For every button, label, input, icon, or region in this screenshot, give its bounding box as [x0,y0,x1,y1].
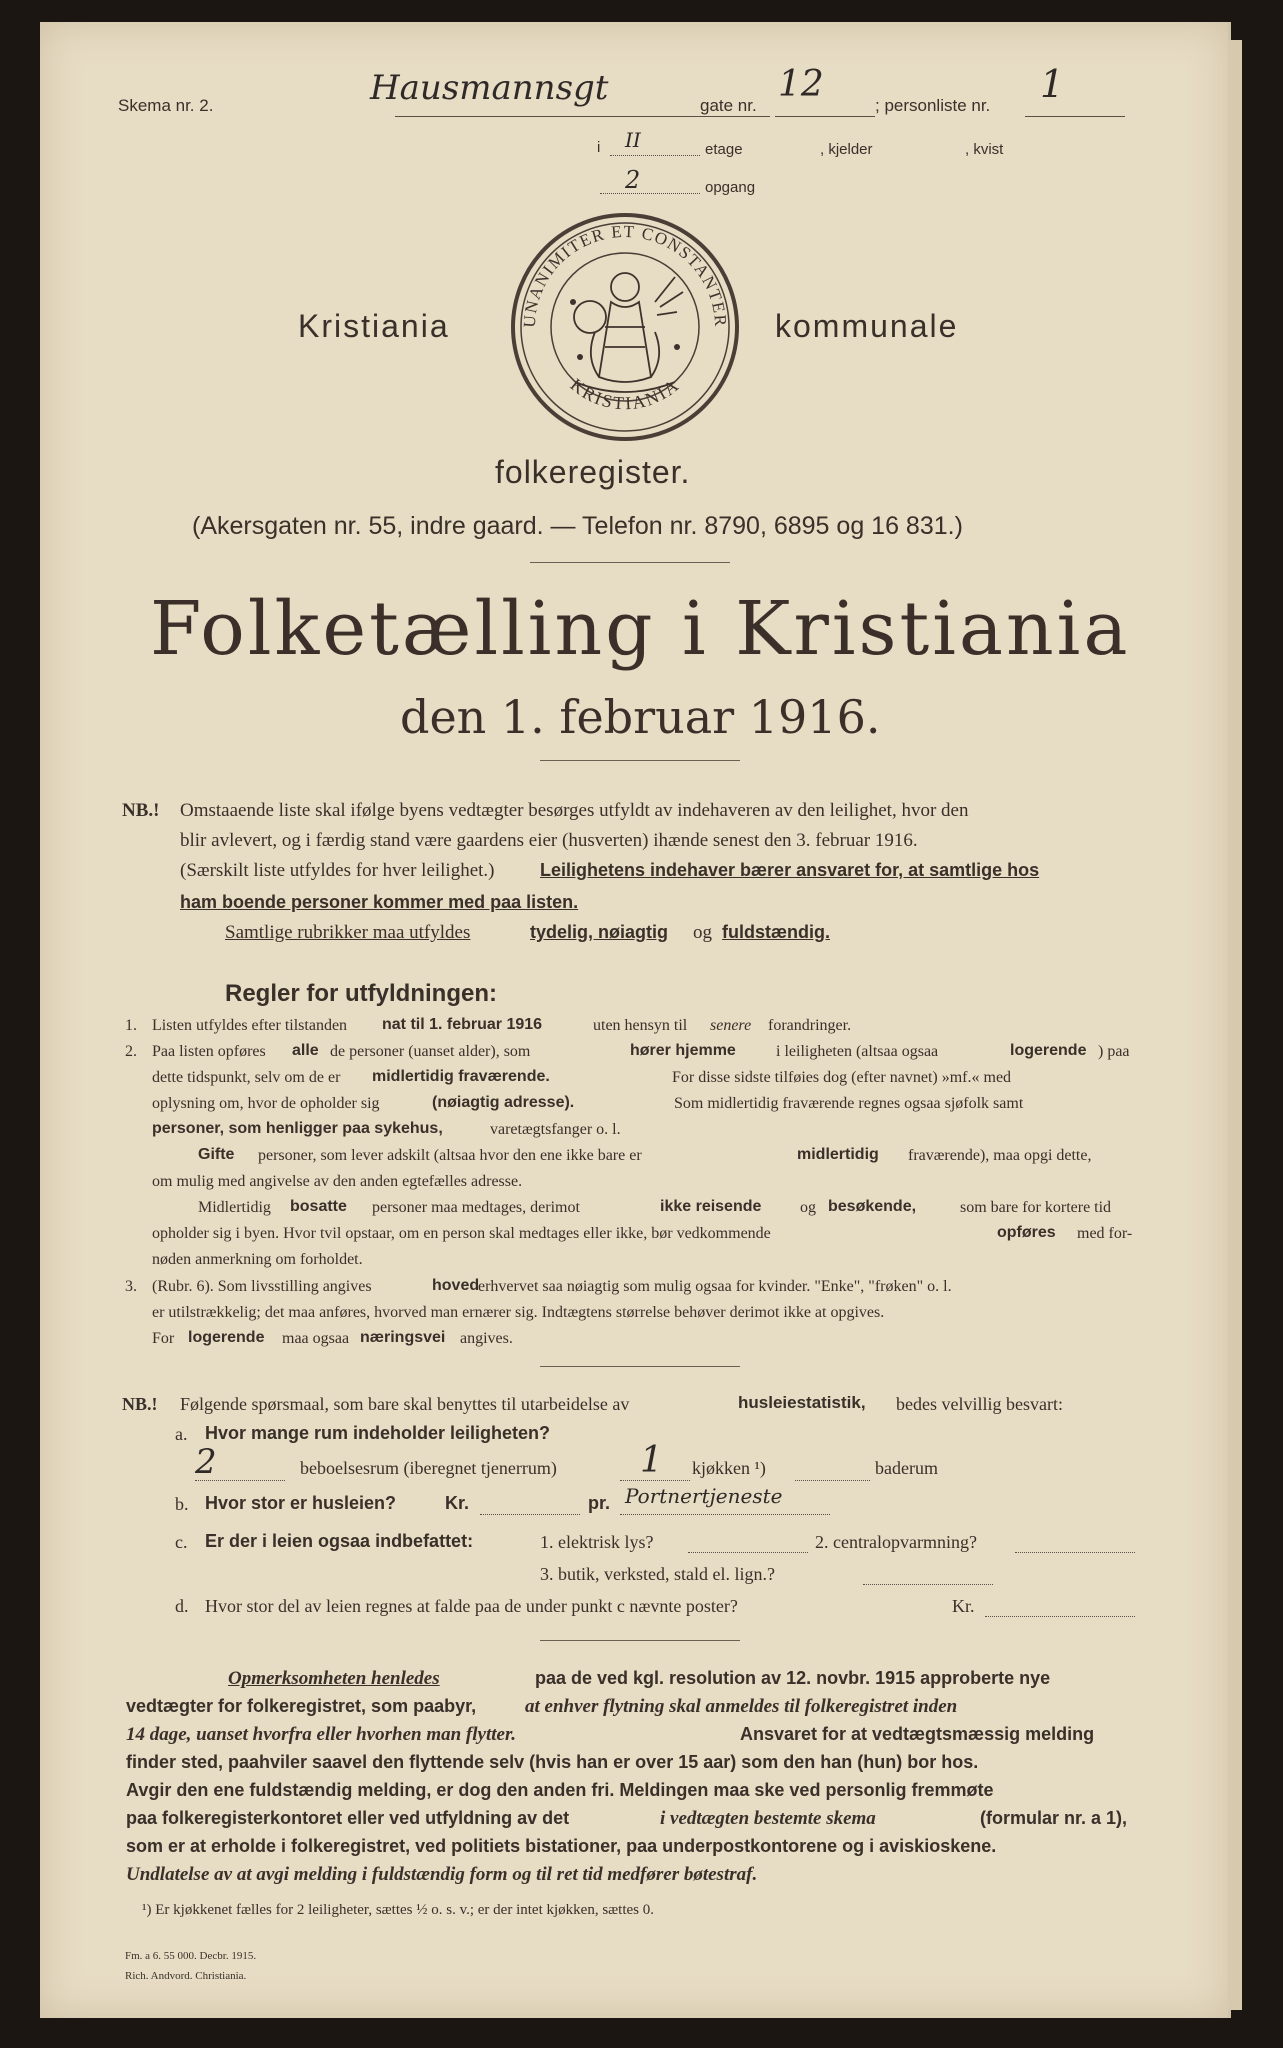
kristiania-word: Kristiania [298,308,450,344]
rule3-l3b: logerende [188,1329,265,1346]
c3-line [863,1584,993,1585]
rule2-l3c: Som midlertidig fraværende regnes ogsaa sjøfolk samt [674,1095,1024,1112]
rule2-l8c: med for- [1077,1225,1133,1242]
nb1-line2: blir avlevert, og i færdig stand være gaardens eier (husverten) ihænde senest den 3. februar 1916. [180,830,918,851]
rooms-line [195,1480,285,1481]
rooms-value: 2 [195,1442,217,1482]
divider [530,562,730,563]
divider [540,1640,740,1641]
rule1-text-e: forandringer. [768,1017,852,1034]
rent-line [480,1514,580,1515]
opgang-line [600,193,700,194]
nb1-line4: ham boende personer kommer med paa listen. [180,892,579,912]
rule2-number: 2. [125,1043,137,1060]
question-c-label: c. [175,1532,188,1552]
personliste-label: ; personliste nr. [875,96,991,115]
rules-heading: Regler for utfyldningen: [225,980,497,1007]
kommunale-word: kommunale [775,308,959,344]
rule2-l7e: og [800,1199,816,1216]
main-title: Folketælling i Kristiania [150,586,1131,672]
rule2-l7d: ikke reisende [660,1198,762,1215]
rule2-l1d: hører hjemme [630,1042,736,1059]
notice-l6b: i vedtægten bestemte skema [660,1808,876,1829]
question-a-label: a. [175,1424,188,1444]
floor-value: II [625,128,641,152]
gate-value: 12 [778,64,824,105]
rule2-l7a: Midlertidig [198,1199,271,1216]
rule2-l1c: de personer (uanset alder), som [330,1043,531,1060]
question-c-3: 3. butik, verksted, stald el. lign.? [540,1564,775,1584]
rule1-text-d: senere [710,1017,752,1034]
notice-l1a: Opmerksomheten henledes [228,1668,440,1689]
nb2-label: NB.! [122,1394,158,1414]
rule2-l5c: midlertidig [797,1146,879,1163]
notice-l2a: vedtægter for folkeregistret, som paabyr, [126,1696,477,1716]
rent-pr-value: Portnertjeneste [625,1484,783,1508]
nb1-label: NB.! [122,800,160,821]
rule2-l2b: midlertidig fraværende. [372,1068,550,1085]
notice-l5: Avgir den ene fuldstændig melding, er dog den anden fri. Meldingen maa ske ved personlig fremmøte [126,1780,994,1800]
rule2-l1f: logerende [1010,1042,1087,1059]
city-seal [505,207,745,447]
seal-bottom-text: KRISTIANIA [566,374,684,414]
kitchen-line [620,1480,690,1481]
kitchen-label: kjøkken ¹) [692,1458,766,1478]
gate-label: gate nr. [700,96,757,115]
kjelder-label: , kjelder [820,141,873,158]
nb1-line3a: (Særskilt liste utfyldes for hver leilighet.) [180,860,495,881]
nb2-intro-c: bedes velvillig besvart: [896,1394,1063,1414]
rule3-l3c: maa ogsaa [282,1330,350,1347]
question-c-text: Er der i leien ogsaa indbefattet: [205,1531,474,1551]
footnote: ¹) Er kjøkkenet fælles for 2 leiligheter, sættes ½ o. s. v.; er der intet kjøkken, sættes 0. [142,1902,654,1918]
question-a-text: Hvor mange rum indeholder leiligheten? [205,1423,551,1443]
kitchen-value: 1 [640,1440,663,1481]
opgang-value: 2 [625,166,641,194]
question-d-kr: Kr. [952,1596,975,1616]
rule2-l7g: som bare for kortere tid [960,1199,1112,1216]
folkeregister-subtitle: folkeregister. [495,454,691,490]
rule2-l9: nøden anmerkning om forholdet. [152,1251,363,1268]
notice-l1b: paa de ved kgl. resolution av 12. novbr. 1915 approberte nye [535,1668,1051,1688]
rent-kr-label: Kr. [445,1493,470,1513]
rule3-number: 3. [125,1278,137,1295]
question-d-text: Hvor stor del av leien regnes at falde paa de under punkt c nævnte poster? [205,1596,738,1616]
rule3-l3a: For [152,1330,175,1347]
notice-l6a: paa folkeregisterkontoret eller ved utfyldning av det [126,1808,570,1828]
c2-line [1015,1552,1135,1553]
notice-l4: finder sted, paahviler saavel den flyttende selv (hvis han er over 15 aar) som den han (hun) bor hos. [126,1752,979,1772]
rule1-number: 1. [125,1017,137,1034]
nb1-line1: Omstaaende liste skal ifølge byens vedtægter besørges utfyldt av indehaveren av den leilighet, hvor den [180,800,969,821]
personliste-value: 1 [1040,62,1065,106]
rule2-l7b: bosatte [290,1198,347,1215]
personliste-line [1025,116,1125,117]
rule2-l6: om mulig med angivelse av den anden egtefælles adresse. [152,1173,523,1190]
c1-line [688,1552,808,1553]
rule2-l4a: personer, som henligger paa sykehus, [152,1120,443,1137]
street-value: Hausmannsgt [370,68,609,108]
nb1-line5d: fuldstændig. [722,922,830,942]
rule2-l3b: (nøiagtig adresse). [432,1094,575,1111]
rule1-text-c: uten hensyn til [593,1017,688,1034]
rule2-l1e: i leiligheten (altsaa ogsaa [776,1043,939,1060]
notice-l2b: at enhver flytning skal anmeldes til folkeregistret inden [525,1696,958,1717]
nb1-line5c: og [693,922,712,943]
divider [540,760,740,761]
notice-l6c: (formular nr. a 1), [980,1808,1128,1828]
street-line [395,116,770,117]
floor-line [610,155,700,156]
gate-line [775,116,875,117]
rule3-l1c: erhvervet saa nøiagtig som mulig ogsaa for kvinder. "Enke", "frøken" o. l. [478,1278,952,1295]
date-line: den 1. februar 1916. [400,690,881,744]
rule3-l1b: hoved [432,1277,480,1294]
d-line [985,1616,1135,1617]
rule2-l7c: personer maa medtages, derimot [372,1199,580,1216]
rule3-l2: er utilstrækkelig; det maa anføres, hvorved man ernærer sig. Indtægtens størrelse behøver derimot ikke at opgives. [152,1304,885,1321]
rule2-l8b: opføres [997,1224,1056,1241]
office-address: (Akersgaten nr. 55, indre gaard. — Telefon nr. 8790, 6895 og 16 831.) [192,512,963,540]
divider [540,1366,740,1367]
floor-prefix: i [597,139,601,156]
bath-label: baderum [875,1458,938,1478]
question-d-label: d. [175,1596,189,1616]
kvist-label: , kvist [965,141,1004,158]
nb1-line5a: Samtlige rubrikker maa utfyldes [225,922,471,943]
question-b-text: Hvor stor er husleien? [205,1493,397,1513]
imprint-line2: Rich. Andvord. Christiania. [125,1970,247,1982]
rule2-l4b: varetægtsfanger o. l. [490,1121,621,1138]
rule3-l3e: angives. [460,1330,513,1347]
seal-top-text: UNANIMITER ET CONSTANTER [519,221,731,329]
question-b-label: b. [175,1494,189,1514]
rule2-l5b: personer, som lever adskilt (altsaa hvor den ene ikke bare er [258,1147,642,1164]
notice-l8: Undlatelse av at avgi melding i fuldstændig form og til ret tid medfører bøtestraf. [126,1864,758,1885]
schema-label: Skema nr. 2. [118,96,214,115]
etage-label: etage [705,141,743,158]
question-c-2: 2. centralopvarmning? [815,1532,977,1552]
rule2-l3a: oplysning om, hvor de opholder sig [152,1095,380,1112]
page-edge [1228,40,1242,2010]
rent-pr-line [620,1514,830,1515]
notice-l3b: Ansvaret for at vedtægtsmæssig melding [740,1724,1095,1744]
rule2-l8a: opholder sig i byen. Hvor tvil opstaar, om en person skal medtages eller ikke, bør vedkommende [152,1225,771,1242]
imprint-line1: Fm. a 6. 55 000. Decbr. 1915. [125,1950,257,1962]
question-c-1: 1. elektrisk lys? [540,1532,654,1552]
rule2-l1a: Paa listen opføres [152,1043,266,1060]
rent-pr-label: pr. [588,1493,611,1513]
rule1-text-b: nat til 1. februar 1916 [382,1016,543,1033]
rule2-l5a: Gifte [198,1146,235,1163]
nb2-intro-a: Følgende spørsmaal, som bare skal benyttes til utarbeidelse av [180,1394,630,1414]
rule2-l2a: dette tidspunkt, selv om de er [152,1069,341,1086]
rule3-l1a: (Rubr. 6). Som livsstilling angives [152,1278,372,1295]
rule2-l5d: fraværende), maa opgi dette, [908,1147,1092,1164]
nb1-line5b: tydelig, nøiagtig [530,922,668,942]
opgang-label: opgang [705,179,756,196]
notice-l7: som er at erholde i folkeregistret, ved politiets bistationer, paa underpostkontorene og i aviskioskene. [126,1836,997,1856]
rule2-l1g: ) paa [1098,1043,1130,1060]
rule2-l1b: alle [292,1042,319,1059]
rooms-label: beboelsesrum (iberegnet tjenerrum) [300,1458,557,1478]
nb1-line3b: Leilighetens indehaver bærer ansvaret for, at samtlige hos [540,860,1040,880]
rule2-l2c: For disse sidste tilføies dog (efter navnet) »mf.« med [672,1069,1012,1086]
rule3-l3d: næringsvei [360,1329,446,1346]
nb2-intro-b: husleiestatistik, [738,1393,866,1412]
notice-l3a: 14 dage, uanset hvorfra eller hvorhen man flytter. [126,1724,517,1745]
rule1-text-a: Listen utfyldes efter tilstanden [152,1017,348,1034]
bath-line [795,1480,870,1481]
rule2-l7f: besøkende, [828,1198,917,1215]
